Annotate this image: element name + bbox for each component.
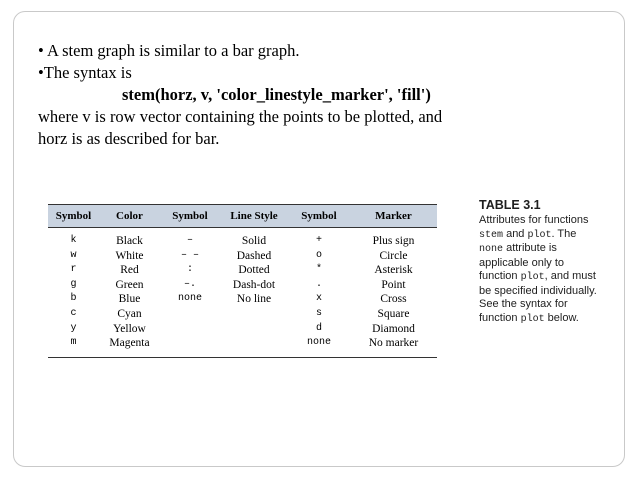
caption-text: and: [503, 227, 528, 240]
table-row: [48, 292, 437, 307]
caption-text: . The: [551, 227, 577, 240]
bullet-stem-description: • A stem graph is similar to a bar graph.: [38, 41, 300, 60]
color-symbol-cell: r: [70, 264, 77, 276]
linestyle-symbol-cell: [160, 307, 220, 322]
color-cell: Red: [120, 264, 139, 277]
color-cell: Blue: [118, 293, 141, 306]
linestyle-symbol-cell: [160, 322, 220, 337]
marker-cell: No marker: [350, 336, 437, 357]
color-symbol-cell: w: [70, 249, 77, 261]
caption-code: plot: [520, 313, 545, 325]
marker-cell: Asterisk: [374, 264, 413, 277]
table-header-row: [48, 205, 437, 228]
table-title: TABLE 3.1: [479, 198, 541, 212]
bullet-syntax-intro: •The syntax is: [38, 63, 132, 82]
caption-text: attribute is applicable only to function: [479, 242, 565, 282]
table-row: [48, 336, 437, 357]
table-row: [48, 228, 437, 249]
color-symbol-cell: m: [48, 336, 99, 357]
linestyle-cell: Solid: [241, 235, 267, 247]
linestyle-cell: [220, 336, 288, 357]
color-symbol-cell: y: [70, 322, 77, 334]
linestyle-cell: [220, 307, 288, 322]
caption-body: [479, 214, 601, 326]
header-linestyle-symbol: Symbol: [160, 205, 220, 228]
table-row: [48, 307, 437, 322]
slide-text: [38, 40, 598, 150]
linestyle-symbol-cell: –: [186, 235, 193, 246]
caption-text: Attributes for functions: [479, 214, 589, 226]
linestyle-cell: Dash-dot: [232, 278, 276, 291]
linestyle-cell: Dotted: [238, 264, 270, 277]
marker-cell: Diamond: [372, 322, 415, 335]
attributes-table-container: [48, 204, 437, 358]
linestyle-cell: No line: [236, 293, 272, 306]
table-row: [48, 322, 437, 337]
color-cell: White: [115, 249, 144, 262]
header-marker: Marker: [350, 205, 437, 228]
table-caption: [479, 198, 601, 326]
marker-cell: Plus sign: [372, 235, 415, 247]
caption-text: below.: [544, 311, 579, 324]
marker-symbol-cell: none: [288, 336, 350, 357]
table-row: [48, 278, 437, 293]
color-cell: Green: [115, 278, 144, 291]
text-horz-description: horz is as described for bar.: [38, 129, 220, 148]
color-symbol-cell: k: [70, 235, 77, 246]
caption-code: stem: [479, 229, 504, 241]
linestyle-symbol-cell: none: [177, 293, 202, 305]
color-symbol-cell: b: [70, 293, 77, 305]
marker-cell: Circle: [379, 249, 408, 262]
linestyle-symbol-cell: [160, 336, 220, 357]
linestyle-cell: [220, 322, 288, 337]
color-symbol-cell: c: [70, 307, 77, 319]
color-symbol-cell: g: [70, 278, 77, 290]
header-line-style: Line Style: [220, 205, 288, 228]
text-v-description: where v is row vector containing the points to be plotted, and: [38, 107, 443, 126]
caption-text: , and must be specified individually. See the syntax for function: [479, 270, 597, 324]
color-cell: Magenta: [99, 336, 160, 357]
marker-cell: Square: [377, 307, 410, 320]
linestyle-symbol-cell: –.: [183, 278, 196, 290]
marker-symbol-cell: o: [315, 249, 322, 261]
attributes-table: [48, 204, 437, 358]
marker-symbol-cell: s: [315, 307, 322, 319]
marker-symbol-cell: +: [315, 235, 322, 246]
color-cell: Cyan: [117, 307, 142, 320]
caption-code: plot: [520, 272, 545, 283]
marker-cell: Point: [381, 278, 406, 291]
marker-symbol-cell: d: [315, 322, 322, 334]
linestyle-symbol-cell: :: [186, 264, 193, 276]
linestyle-symbol-cell: – –: [180, 249, 199, 261]
table-row: [48, 249, 437, 264]
marker-symbol-cell: x: [315, 293, 322, 305]
marker-symbol-cell: .: [315, 278, 322, 290]
caption-code: none: [479, 244, 504, 255]
table-row: [48, 263, 437, 278]
color-cell: Yellow: [113, 322, 146, 335]
header-color: Color: [99, 205, 160, 228]
header-color-symbol: Symbol: [48, 205, 99, 228]
caption-code: plot: [527, 229, 552, 241]
marker-symbol-cell: *: [315, 264, 322, 276]
linestyle-cell: Dashed: [236, 249, 272, 262]
header-marker-symbol: Symbol: [288, 205, 350, 228]
color-cell: Black: [116, 235, 143, 247]
stem-syntax: stem(horz, v, 'color_linestyle_marker', 'fill'): [122, 85, 431, 104]
marker-cell: Cross: [380, 293, 407, 306]
